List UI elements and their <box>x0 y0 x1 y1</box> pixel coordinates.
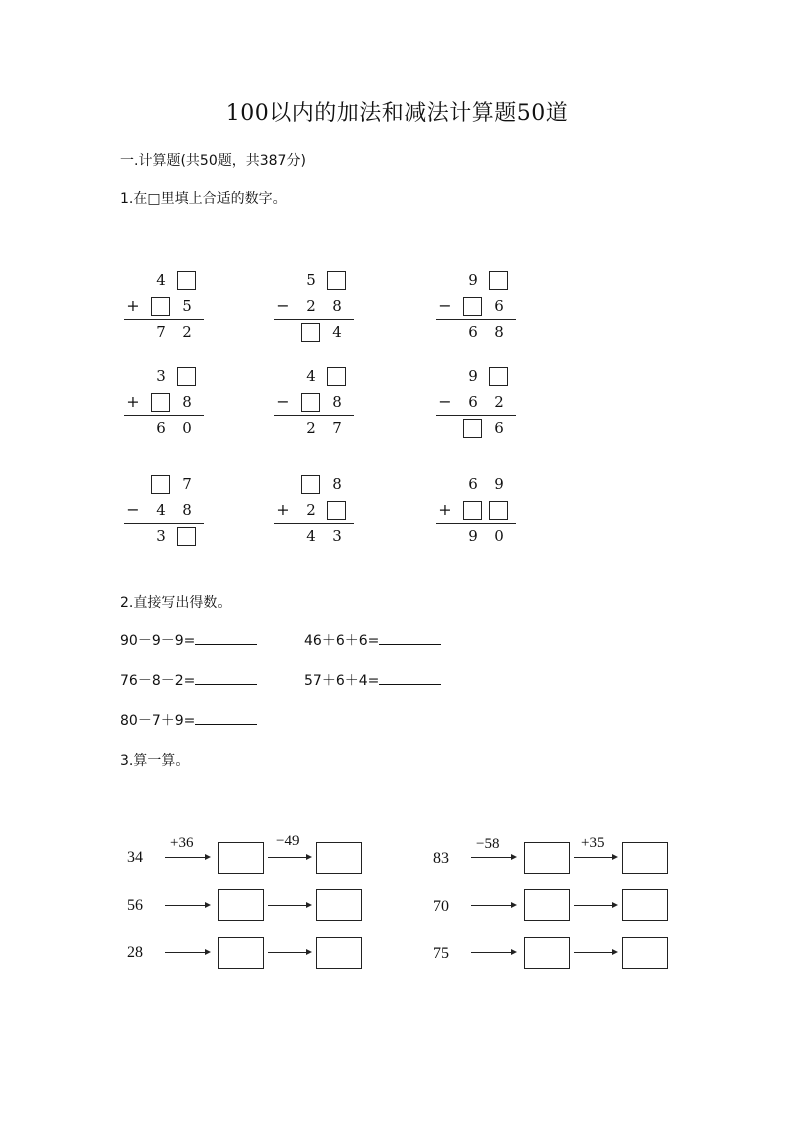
sum-line <box>124 415 204 416</box>
minus-sign: − <box>126 500 140 519</box>
digit: 9 <box>494 475 504 493</box>
chain-right-op2-label: +35 <box>581 835 605 851</box>
answer-blank[interactable] <box>379 672 441 685</box>
digit: 6 <box>468 475 478 493</box>
plus-sign: + <box>126 392 140 411</box>
sum-line <box>274 319 354 320</box>
chain-right-start-1: 83 <box>433 850 449 867</box>
vertical-problem <box>124 266 214 348</box>
digit: 2 <box>306 419 316 437</box>
digit: 8 <box>182 393 192 411</box>
digit-box[interactable] <box>151 475 170 494</box>
minus-sign: − <box>438 296 452 315</box>
digit: 2 <box>494 393 504 411</box>
digit-box[interactable] <box>151 393 170 412</box>
digit-box[interactable] <box>463 419 482 438</box>
expression-text: 90－9－9= <box>120 633 196 649</box>
answer-box[interactable] <box>316 889 362 921</box>
sum-line <box>436 523 516 524</box>
digit-box[interactable] <box>327 271 346 290</box>
vertical-problem <box>274 266 364 348</box>
arrow-right-icon <box>471 952 515 953</box>
expression-text: 57＋6＋4= <box>304 673 380 689</box>
digit: 4 <box>156 271 166 289</box>
answer-blank[interactable] <box>379 632 441 645</box>
digit: 5 <box>306 271 316 289</box>
answer-box[interactable] <box>218 889 264 921</box>
answer-box[interactable] <box>218 842 264 874</box>
chain-right-op1-label: −58 <box>476 836 500 852</box>
digit: 4 <box>156 501 166 519</box>
answer-box[interactable] <box>316 937 362 969</box>
expression-3 <box>120 670 257 690</box>
expression-text: 76－8－2= <box>120 673 196 689</box>
minus-sign: − <box>276 296 290 315</box>
arrow-right-icon <box>574 857 616 858</box>
digit-box[interactable] <box>489 367 508 386</box>
digit-box[interactable] <box>489 271 508 290</box>
sum-line <box>274 523 354 524</box>
answer-blank[interactable] <box>195 672 257 685</box>
vertical-problem <box>124 362 214 444</box>
arrow-right-icon <box>268 857 310 858</box>
chain-right-start-2: 70 <box>433 898 449 915</box>
digit: 8 <box>332 297 342 315</box>
digit: 6 <box>468 393 478 411</box>
expression-2 <box>304 630 441 650</box>
digit-box[interactable] <box>489 501 508 520</box>
question-3-prompt: 3.算一算。 <box>120 753 190 769</box>
plus-sign: + <box>126 296 140 315</box>
digit-box[interactable] <box>301 475 320 494</box>
digit: 7 <box>332 419 342 437</box>
plus-sign: + <box>276 500 290 519</box>
chain-left-start-3: 28 <box>127 944 143 961</box>
digit-box[interactable] <box>177 271 196 290</box>
vertical-problem <box>436 266 526 348</box>
arrow-right-icon <box>268 952 310 953</box>
digit: 9 <box>468 367 478 385</box>
answer-box[interactable] <box>622 937 668 969</box>
digit: 9 <box>468 527 478 545</box>
arrow-right-icon <box>471 857 515 858</box>
vertical-problem <box>274 470 364 552</box>
arrow-right-icon <box>574 905 616 906</box>
expression-5 <box>120 710 257 730</box>
arrow-right-icon <box>165 857 209 858</box>
minus-sign: − <box>276 392 290 411</box>
digit-box[interactable] <box>463 297 482 316</box>
digit: 3 <box>156 527 166 545</box>
sum-line <box>436 319 516 320</box>
digit: 7 <box>156 323 166 341</box>
arrow-right-icon <box>165 952 209 953</box>
digit: 3 <box>332 527 342 545</box>
chain-right-start-3: 75 <box>433 945 449 962</box>
arrow-right-icon <box>574 952 616 953</box>
expression-text: 46＋6＋6= <box>304 633 380 649</box>
digit: 5 <box>182 297 192 315</box>
answer-blank[interactable] <box>195 632 257 645</box>
digit: 8 <box>332 393 342 411</box>
expression-text: 80－7＋9= <box>120 713 196 729</box>
vertical-problem <box>436 470 526 552</box>
arrow-right-icon <box>165 905 209 906</box>
sum-line <box>274 415 354 416</box>
chain-left-op2-label: −49 <box>276 833 300 849</box>
sum-line <box>124 523 204 524</box>
digit: 4 <box>332 323 342 341</box>
digit: 4 <box>306 527 316 545</box>
section-heading: 一.计算题(共50题，共387分) <box>120 153 306 169</box>
expression-1 <box>120 630 257 650</box>
digit: 4 <box>306 367 316 385</box>
digit-box[interactable] <box>177 527 196 546</box>
digit: 2 <box>306 297 316 315</box>
answer-box[interactable] <box>622 889 668 921</box>
answer-box[interactable] <box>524 937 570 969</box>
chain-left-start-1: 34 <box>127 849 143 866</box>
answer-blank[interactable] <box>195 712 257 725</box>
vertical-problem <box>274 362 364 444</box>
digit: 3 <box>156 367 166 385</box>
vertical-problem <box>124 470 214 552</box>
digit-box[interactable] <box>301 393 320 412</box>
digit: 2 <box>182 323 192 341</box>
digit-box[interactable] <box>177 367 196 386</box>
answer-box[interactable] <box>218 937 264 969</box>
minus-sign: − <box>438 392 452 411</box>
digit-box[interactable] <box>463 501 482 520</box>
digit-box[interactable] <box>327 367 346 386</box>
arrow-right-icon <box>268 905 310 906</box>
answer-box[interactable] <box>622 842 668 874</box>
digit-box[interactable] <box>327 501 346 520</box>
answer-box[interactable] <box>316 842 362 874</box>
digit: 0 <box>182 419 192 437</box>
digit: 0 <box>494 527 504 545</box>
expression-4 <box>304 670 441 690</box>
digit: 8 <box>494 323 504 341</box>
digit: 6 <box>156 419 166 437</box>
answer-box[interactable] <box>524 889 570 921</box>
digit: 6 <box>468 323 478 341</box>
answer-box[interactable] <box>524 842 570 874</box>
sum-line <box>124 319 204 320</box>
chain-left-start-2: 56 <box>127 897 143 914</box>
digit-box[interactable] <box>301 323 320 342</box>
digit: 7 <box>182 475 192 493</box>
digit: 2 <box>306 501 316 519</box>
question-1-prompt: 1.在□里填上合适的数字。 <box>120 191 287 207</box>
page-title: 100以内的加法和减法计算题50道 <box>225 101 569 126</box>
question-2-prompt: 2.直接写出得数。 <box>120 595 232 611</box>
digit: 6 <box>494 297 504 315</box>
digit: 6 <box>494 419 504 437</box>
digit: 9 <box>468 271 478 289</box>
chain-left-op1-label: +36 <box>170 835 194 851</box>
digit: 8 <box>332 475 342 493</box>
plus-sign: + <box>438 500 452 519</box>
sum-line <box>436 415 516 416</box>
vertical-problem <box>436 362 526 444</box>
arrow-right-icon <box>471 905 515 906</box>
digit: 8 <box>182 501 192 519</box>
digit-box[interactable] <box>151 297 170 316</box>
